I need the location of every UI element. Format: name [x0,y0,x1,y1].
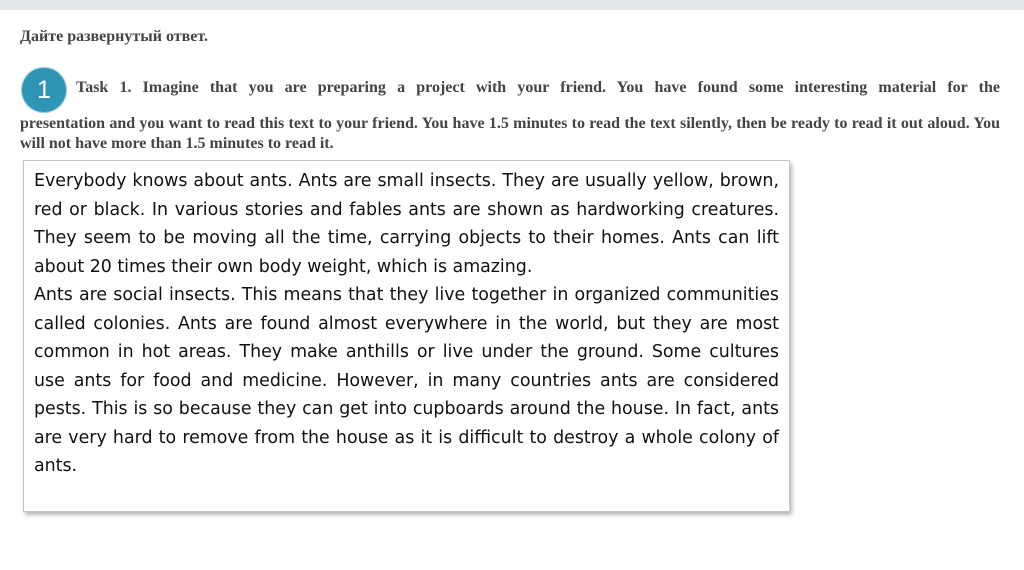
page-heading: Дайте развернутый ответ. [20,28,208,45]
task-instructions-continued: presentation and you want to read this text to your friend. You have 1.5 minutes to read the text silently, then be ready to read it out aloud. You will not have more than 1.5 minutes to read it. [20,115,1000,152]
task-number-badge: 1 [21,67,67,113]
task-instructions [20,76,1000,154]
top-bar [0,0,1024,10]
reading-paragraph-2: Ants are social insects. This means that they live together in organized communities called colonies. Ants are found almost everywhere in the world, but they are most common in hot areas. They make anthills or live under the ground. Some cultures use ants for food and medicine. However, in many countries ants are considered pests. This is so because they can get into cupboards around the house. In fact, ants are very hard to remove from the house as it is difficult to destroy a whole colony of ants. [34,285,779,476]
reading-text-box [23,160,790,512]
task-instructions-line-1: Task 1. Imagine that you are preparing a project with your friend. You have found some interesting material for the [76,79,1000,96]
reading-paragraph-1: Everybody knows about ants. Ants are small insects. They are usually yellow, brown, red or black. In various stories and fables ants are shown as hardworking creatures. They seem to be moving all the time, carrying objects to their homes. Ants can lift about 20 times their own body weight, which is amazing. [34,171,779,277]
